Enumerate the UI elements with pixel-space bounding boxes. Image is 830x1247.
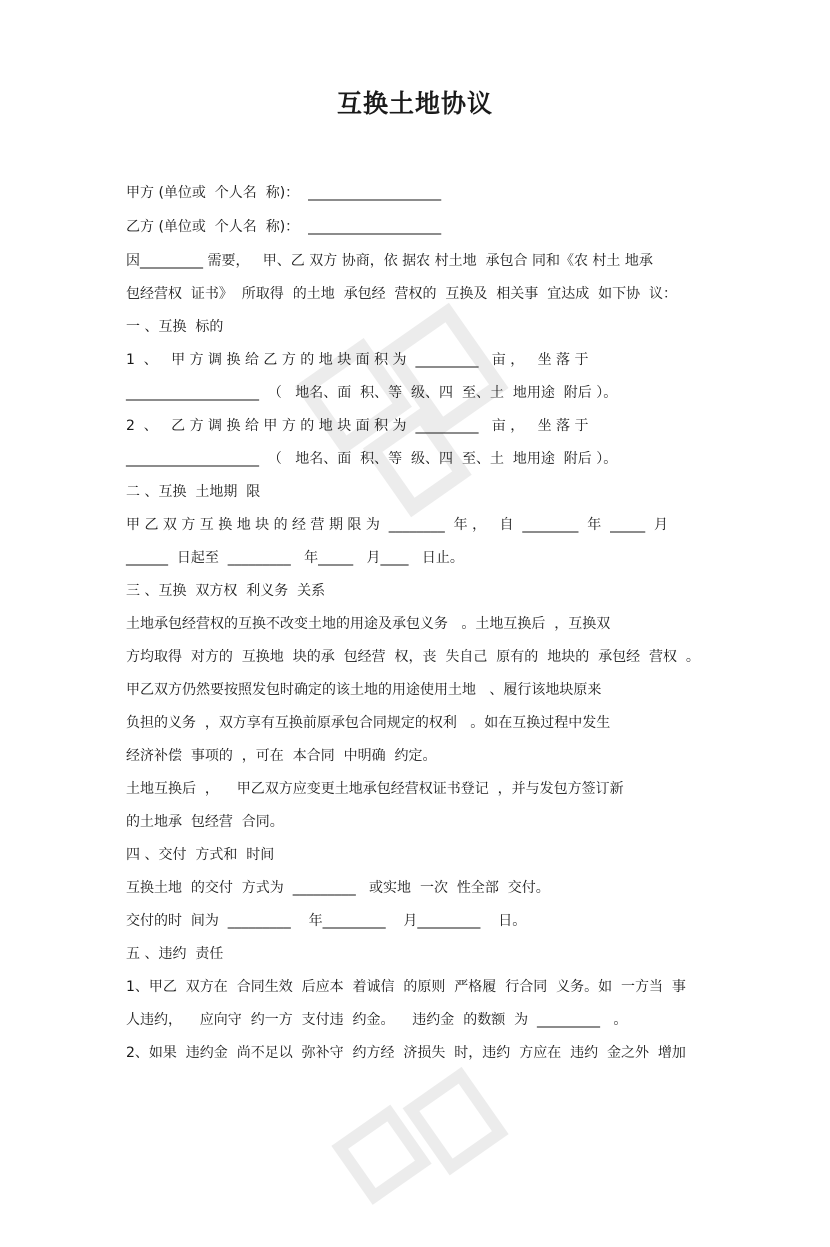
item-1-line-a: 1 、 甲 方 调 换 给 乙 方 的 地 块 面 积 为 _________ 亩 ， 坐 落 于 — [126, 352, 589, 368]
item-1-line-b: ___________________ （ 地名、面 积、等 级、四 至、土 地用途 附后 ）。 — [126, 385, 618, 401]
watermark-logo-bottom — [304, 1033, 537, 1246]
breach-line-1b: 人违约， 应向守 约一方 支付违 约金。 违约金 的数额 为 _________ 。 — [126, 1012, 628, 1028]
breach-line-1a: 1、甲乙 双方在 合同生效 后应本 着诚信 的原则 严格履 行合同 义务。如 一方当 事 — [126, 979, 686, 995]
delivery-line-2: 交付的时 间为 _________ 年_________ 月_________ 日。 — [126, 913, 527, 929]
delivery-line-1: 互换土地 的交付 方式为 _________ 或实地 一次 性全部 交付。 — [126, 880, 550, 896]
section-heading-2: 二 、互换 土地期 限 — [126, 484, 261, 500]
intro-line-2: 包经营权 证书》 所取得 的土地 承包经 营权的 互换及 相关事 宜达成 如下协 议： — [126, 286, 678, 302]
section-heading-4: 四 、交付 方式和 时间 — [126, 847, 275, 863]
section-heading-3: 三 、互换 双方权 利义务 关系 — [126, 583, 326, 599]
party-a-line: 甲方 (单位或 个人名 称)： ___________________ — [126, 185, 442, 201]
section-heading-1: 一 、互换 标的 — [126, 319, 224, 335]
rights-line-4: 负担的义务 ，双方享有互换前原承包合同规定的权利 。如在互换过程中发生 — [126, 715, 611, 731]
rights-line-2: 方均取得 对方的 互换地 块的承 包经营 权，丧 失自己 原有的 地块的 承包经 营权 。 — [126, 649, 700, 665]
rights-line-7: 的土地承 包经营 合同。 — [126, 814, 284, 830]
rights-line-1: 土地承包经营权的互换不改变土地的用途及承包义务 。土地互换后 ，互换双 — [126, 616, 611, 632]
section-heading-5: 五 、违约 责任 — [126, 946, 224, 962]
term-line-1: 甲 乙 双 方 互 换 地 块 的 经 营 期 限 为 ________ 年 ， 自 ________ 年 _____ 月 — [126, 517, 669, 533]
term-line-2: ______ 日起至 _________ 年_____ 月____ 日止。 — [126, 550, 464, 566]
item-2-line-b: ___________________ （ 地名、面 积、等 级、四 至、土 地用途 附后 ）。 — [126, 451, 618, 467]
document-title: 互换土地协议 — [336, 89, 493, 118]
rights-line-5: 经济补偿 事项的 ，可在 本合同 中明确 约定。 — [126, 748, 437, 764]
rights-line-6: 土地互换后 ， 甲乙双方应变更土地承包经营权证书登记 ，并与发包方签订新 — [126, 781, 624, 797]
item-2-line-a: 2 、 乙 方 调 换 给 甲 方 的 地 块 面 积 为 _________ 亩 ， 坐 落 于 — [126, 418, 589, 434]
party-b-line: 乙方 (单位或 个人名 称)： ___________________ — [126, 219, 442, 235]
intro-line-1: 因_________ 需要， 甲、乙 双方 协商，依 据农 村土地 承包合 同和《农 村土 地承 — [126, 253, 653, 269]
rights-line-3: 甲乙双方仍然要按照发包时确定的该土地的用途使用土地 、履行该地块原来 — [126, 682, 602, 698]
breach-line-2a: 2、如果 违约金 尚不足以 弥补守 约方经 济损失 时，违约 方应在 违约 金之外 增加 — [126, 1045, 686, 1061]
